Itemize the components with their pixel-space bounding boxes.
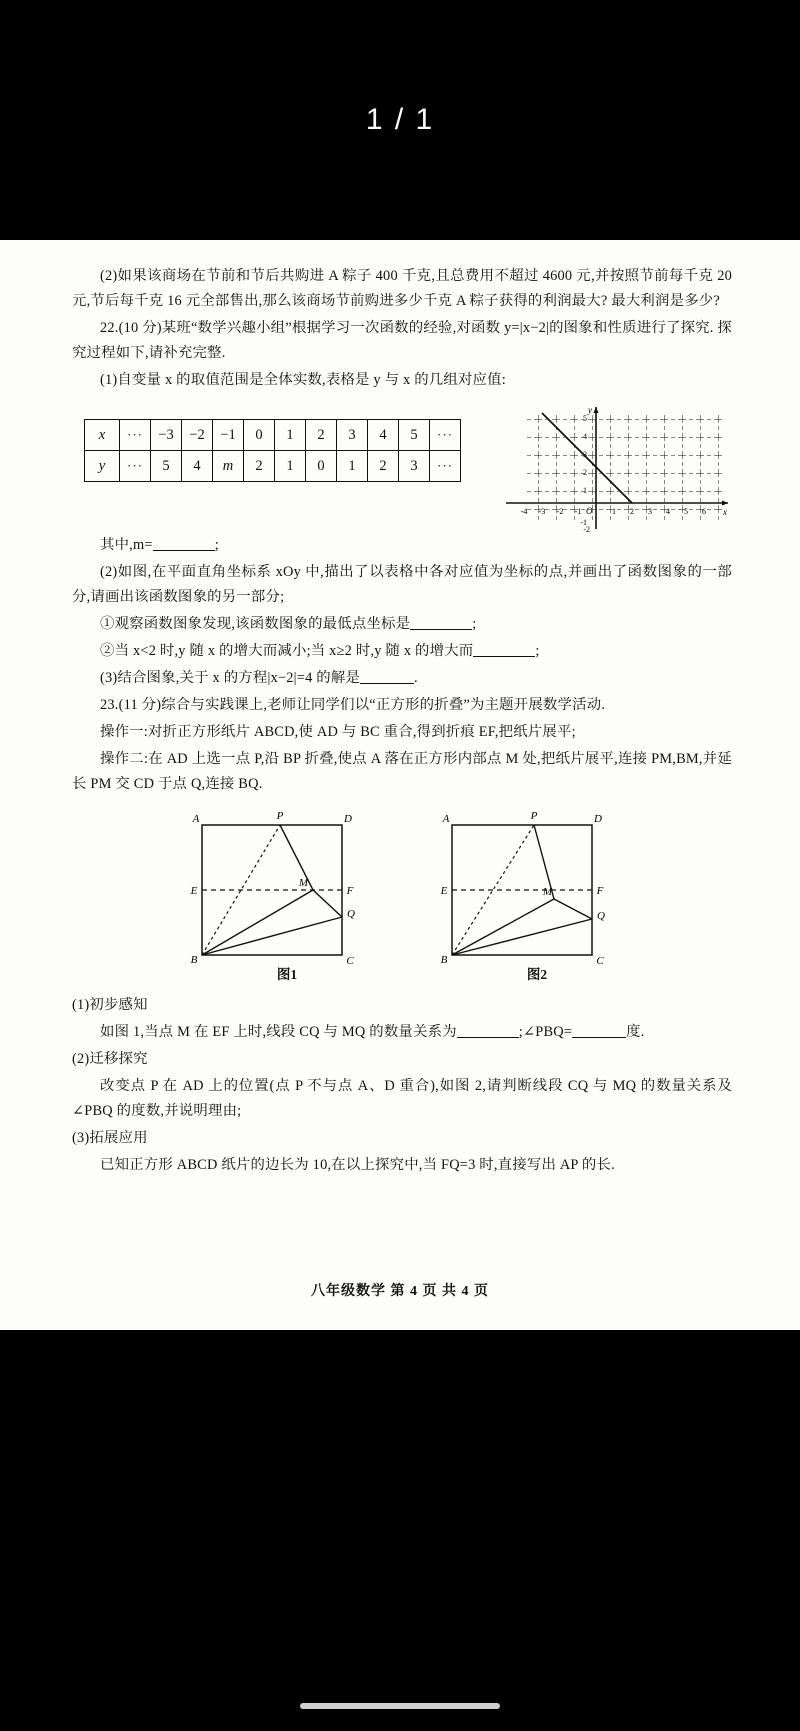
table-cell: 1 — [337, 451, 368, 482]
table-cell: 1 — [275, 420, 306, 451]
geometry-figure-2-svg — [422, 807, 652, 967]
svg-text:P: P — [276, 810, 284, 822]
table-cell: 5 — [399, 420, 430, 451]
svg-text:Q: Q — [597, 910, 605, 922]
table-row — [85, 420, 461, 451]
table-head-x: x — [85, 420, 120, 451]
svg-text:5: 5 — [684, 507, 688, 516]
paper-sheet — [0, 240, 800, 1330]
q23-1-suffix: 度. — [626, 1024, 645, 1040]
coordinate-graph-svg — [502, 401, 732, 533]
q22-22-prefix: ②当 x<2 时,y 随 x 的增大而减小;当 x≥2 时,y 随 x 的增大而 — [100, 643, 474, 659]
figure-1-caption: 图1 — [276, 967, 298, 982]
svg-text:-2: -2 — [583, 525, 590, 533]
svg-text:-2: -2 — [556, 507, 564, 516]
table-cell: ··· — [430, 451, 461, 482]
svg-text:-3: -3 — [538, 507, 546, 516]
svg-text:-1: -1 — [580, 518, 587, 527]
paragraph-q23-1-title: (1)初步感知 — [72, 997, 148, 1013]
table-cell: −1 — [213, 420, 244, 451]
q22-m-suffix: ; — [214, 537, 219, 553]
svg-text:F: F — [596, 885, 604, 897]
table-cell: 2 — [244, 451, 275, 482]
svg-text:x: x — [723, 507, 727, 517]
svg-text:-4: -4 — [520, 507, 528, 516]
answer-blank[interactable] — [473, 656, 535, 657]
paragraph-q22-3 — [72, 666, 732, 691]
table-cell: 4 — [182, 451, 213, 482]
svg-text:6: 6 — [702, 507, 706, 516]
paragraph-q23-2-body: 改变点 P 在 AD 上的位置(点 P 不与点 A、D 重合),如图 2,请判断线段 CQ 与 MQ 的数量关系及∠PBQ 的度数,并说明理由; — [72, 1078, 732, 1119]
svg-text:O: O — [586, 506, 593, 516]
svg-text:y: y — [588, 405, 592, 415]
svg-text:A: A — [192, 813, 200, 825]
q22-22-suffix: ; — [535, 643, 540, 659]
paragraph-21-2: (2)如果该商场在节前和节后共购进 A 粽子 400 千克,且总费用不超过 4600 元,并按照节前每千克 20 元,节后每千克 16 元全部售出,那么该商场节前购进多少千克 A 粽子获得的利润最大? 最大利润是多少? — [72, 268, 732, 309]
answer-blank[interactable] — [410, 629, 472, 630]
svg-text:3: 3 — [648, 507, 652, 516]
svg-text:Q: Q — [347, 908, 355, 920]
table-cell: 0 — [244, 420, 275, 451]
paragraph-q22-2-2 — [72, 639, 732, 664]
q22-21-suffix: ; — [472, 616, 477, 632]
q23-1-mid: ;∠PBQ= — [518, 1024, 573, 1040]
table-head-y: y — [85, 451, 120, 482]
table-cell: −3 — [151, 420, 182, 451]
table-cell: 1 — [275, 451, 306, 482]
answer-blank[interactable] — [360, 683, 414, 684]
svg-text:M: M — [542, 886, 552, 898]
svg-text:A: A — [442, 813, 450, 825]
svg-text:C: C — [596, 955, 604, 967]
answer-blank[interactable] — [572, 1037, 626, 1038]
q22-3-prefix: (3)结合图象,关于 x 的方程|x−2|=4 的解是 — [100, 670, 361, 686]
svg-text:D: D — [594, 813, 602, 825]
geometry-figure-1-svg — [172, 807, 402, 967]
table-cell: 3 — [337, 420, 368, 451]
paragraph-q23-2-title: (2)迁移探究 — [72, 1051, 148, 1067]
q22-3-suffix: . — [414, 670, 418, 686]
home-indicator[interactable] — [300, 1703, 500, 1709]
table-cell: ··· — [120, 420, 151, 451]
page-body — [72, 264, 732, 1180]
svg-text:B: B — [190, 954, 198, 966]
geometry-figures-row — [72, 807, 732, 987]
paragraph-q22-head: 22.(10 分)某班“数学兴趣小组”根据学习一次函数的经验,对函数 y=|x−2|的图象和性质进行了探究. 探究过程如下,请补充完整. — [72, 320, 732, 361]
scanned-page[interactable] — [0, 240, 800, 1330]
page-indicator: 1 / 1 — [365, 103, 435, 136]
svg-text:F: F — [346, 885, 354, 897]
table-cell: 2 — [306, 420, 337, 451]
svg-text:5: 5 — [583, 414, 587, 423]
svg-text:P: P — [530, 810, 538, 822]
paragraph-q22-m — [72, 533, 732, 558]
geometry-figure-1 — [172, 807, 402, 987]
value-table — [84, 419, 461, 482]
svg-text:1: 1 — [583, 486, 587, 495]
paragraph-q23-1-body — [72, 1020, 732, 1045]
table-cell: 3 — [399, 451, 430, 482]
svg-text:B: B — [440, 954, 448, 966]
paragraph-q23-head: 23.(11 分)综合与实践课上,老师让同学们以“正方形的折叠”为主题开展数学活动. — [100, 697, 606, 713]
paragraph-q23-op1: 操作一:对折正方形纸片 ABCD,使 AD 与 BC 重合,得到折痕 EF,把纸片展平; — [100, 724, 576, 740]
svg-text:3: 3 — [583, 450, 587, 459]
table-and-graph-row — [72, 401, 732, 533]
paragraph-q22-1: (1)自变量 x 的取值范围是全体实数,表格是 y 与 x 的几组对应值: — [100, 372, 506, 388]
answer-blank[interactable] — [153, 550, 215, 551]
svg-text:D: D — [344, 813, 352, 825]
table-cell: 2 — [368, 451, 399, 482]
coordinate-graph — [502, 401, 732, 533]
table-cell: ··· — [430, 420, 461, 451]
table-cell: 0 — [306, 451, 337, 482]
svg-text:M: M — [298, 877, 308, 889]
table-row — [85, 451, 461, 482]
svg-text:4: 4 — [666, 507, 670, 516]
paragraph-q23-op2: 操作二:在 AD 上选一点 P,沿 BP 折叠,使点 A 落在正方形内部点 M 处,把纸片展平,连接 PM,BM,并延长 PM 交 CD 于点 Q,连接 BQ. — [72, 751, 732, 792]
geometry-figure-2 — [422, 807, 652, 987]
q22-21-prefix: ①观察函数图象发现,该函数图象的最低点坐标是 — [100, 616, 411, 632]
q22-m-prefix: 其中,m= — [100, 537, 153, 553]
q23-1-prefix: 如图 1,当点 M 在 EF 上时,线段 CQ 与 MQ 的数量关系为 — [100, 1024, 457, 1040]
paragraph-q23-3-body: 已知正方形 ABCD 纸片的边长为 10,在以上探究中,当 FQ=3 时,直接写出 AP 的长. — [100, 1157, 615, 1173]
table-cell: m — [213, 451, 244, 482]
svg-text:1: 1 — [612, 507, 616, 516]
page-footer: 八年级数学 第 4 页 共 4 页 — [311, 1284, 489, 1299]
svg-text:4: 4 — [583, 432, 587, 441]
table-cell: −2 — [182, 420, 213, 451]
svg-text:E: E — [190, 885, 198, 897]
svg-text:2: 2 — [630, 507, 634, 516]
paragraph-q23-3-title: (3)拓展应用 — [72, 1130, 148, 1146]
svg-text:2: 2 — [583, 468, 587, 477]
table-cell: 4 — [368, 420, 399, 451]
paragraph-q22-2: (2)如图,在平面直角坐标系 xOy 中,描出了以表格中各对应值为坐标的点,并画出了函数图象的一部分,请画出该函数图象的另一部分; — [72, 564, 732, 605]
table-cell: ··· — [120, 451, 151, 482]
svg-text:-1: -1 — [574, 507, 582, 516]
svg-text:C: C — [346, 955, 354, 967]
figure-2-caption: 图2 — [526, 967, 548, 982]
answer-blank[interactable] — [457, 1037, 519, 1038]
table-cell: 5 — [151, 451, 182, 482]
svg-text:E: E — [440, 885, 448, 897]
paragraph-q22-2-1 — [72, 612, 732, 637]
